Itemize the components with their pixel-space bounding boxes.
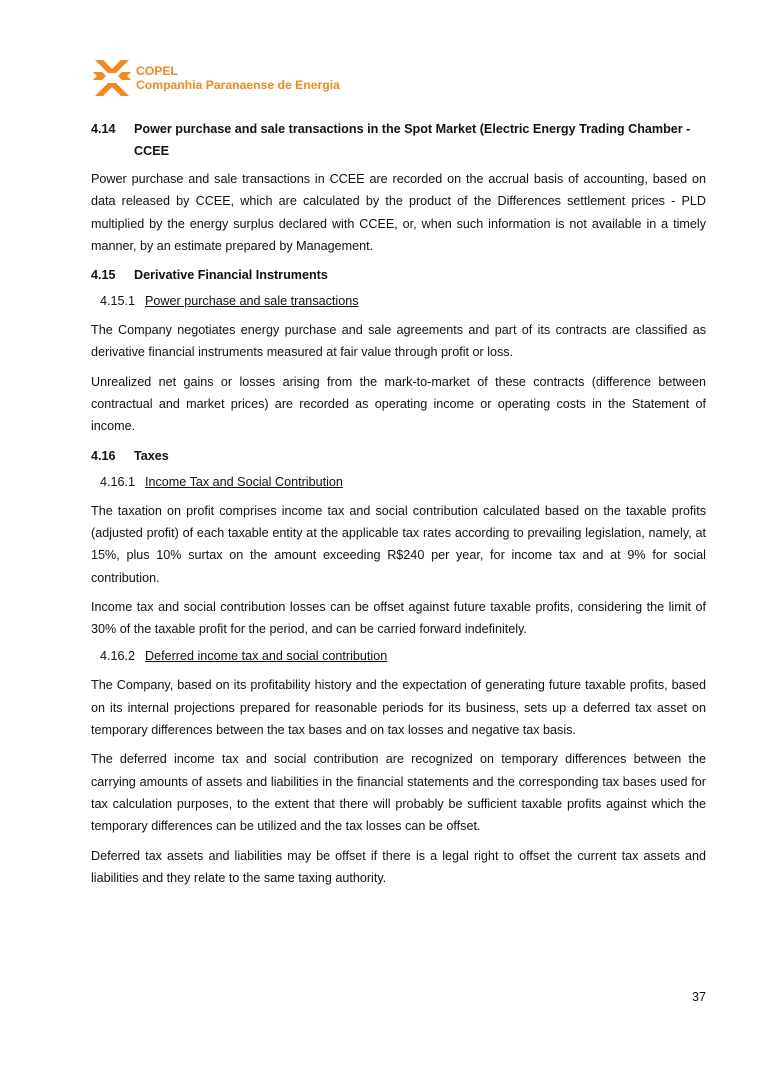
section-number: 4.15 <box>91 268 116 283</box>
logo-company-short: COPEL <box>136 64 178 78</box>
subsection-title: Power purchase and sale transactions <box>145 294 359 309</box>
subsection-heading-4-15-1 <box>91 292 706 310</box>
paragraph: The taxation on profit comprises income tax and social contribution calculated based on the taxable profits (adjusted profit) of each taxable entity at the applicable tax rates according to prevailing legislation, namely, at 15%, plus 10% surtax on the amount exceeding R$240 per year, for income tax and at 9% for social contribution. <box>91 503 706 585</box>
subsection-number: 4.16.2 <box>100 649 136 664</box>
section-number: 4.16 <box>91 448 116 463</box>
document-body <box>91 118 706 896</box>
section-heading-4-14 <box>91 118 706 162</box>
section-heading-4-16 <box>91 445 706 467</box>
subsection-heading-4-16-2 <box>91 647 706 665</box>
paragraph: Deferred tax assets and liabilities may be offset if there is a legal right to offset the current tax assets and liabilities and they relate to the same taxing authority. <box>91 848 706 885</box>
section-title: Power purchase and sale transactions in the Spot Market (Electric Energy Trading Chamber - CCEE <box>134 122 691 158</box>
page-number: 37 <box>691 990 706 1004</box>
paragraph: Income tax and social contribution losses can be offset against future taxable profits, considering the limit of 30% of the taxable profit for the period, and can be carried forward indefinitely. <box>91 599 706 637</box>
logo-company-full: Companhia Paranaense de Energia <box>136 78 340 92</box>
section-number: 4.14 <box>91 122 116 136</box>
subsection-number: 4.15.1 <box>100 294 136 309</box>
subsection-heading-4-16-1 <box>91 473 706 491</box>
section-title: Taxes <box>134 448 169 463</box>
paragraph: The deferred income tax and social contribution are recognized on temporary differences between the carrying amounts of assets and liabilities in the financial statements and the corresponding tax bases used for tax calculation purposes, to the extent that there will probably be sufficient taxable profits against which the temporary differences can be utilized and the tax losses can be offset. <box>91 752 706 834</box>
copel-logo-icon <box>93 60 131 96</box>
section-heading-4-15 <box>91 264 706 286</box>
company-logo <box>93 60 363 96</box>
paragraph: The Company negotiates energy purchase and sale agreements and part of its contracts are classified as derivative financial instruments measured at fair value through profit or loss. <box>91 323 706 360</box>
subsection-number: 4.16.1 <box>100 474 136 489</box>
section-title: Derivative Financial Instruments <box>134 268 328 283</box>
subsection-title: Income Tax and Social Contribution <box>145 474 343 489</box>
paragraph: Power purchase and sale transactions in CCEE are recorded on the accrual basis of accounting, based on data released by CCEE, which are calculated by the product of the Differences settlement prices - PLD multiplied by the energy surplus declared with CCEE, or, when such information is not available in a timely manner, by an estimate prepared by Management. <box>91 172 706 253</box>
paragraph: The Company, based on its profitability history and the expectation of generating future taxable profits, based on its internal projections prepared for reasonable periods for its business, sets up a deferred tax asset on temporary differences between the tax bases and on tax losses and negative tax basis. <box>91 678 706 738</box>
logo-text <box>136 64 340 92</box>
paragraph: Unrealized net gains or losses arising from the mark-to-market of these contracts (difference between contractual and market prices) are recorded as operating income or operating costs in the Statement of income. <box>91 374 706 434</box>
subsection-title: Deferred income tax and social contribution <box>145 649 388 664</box>
